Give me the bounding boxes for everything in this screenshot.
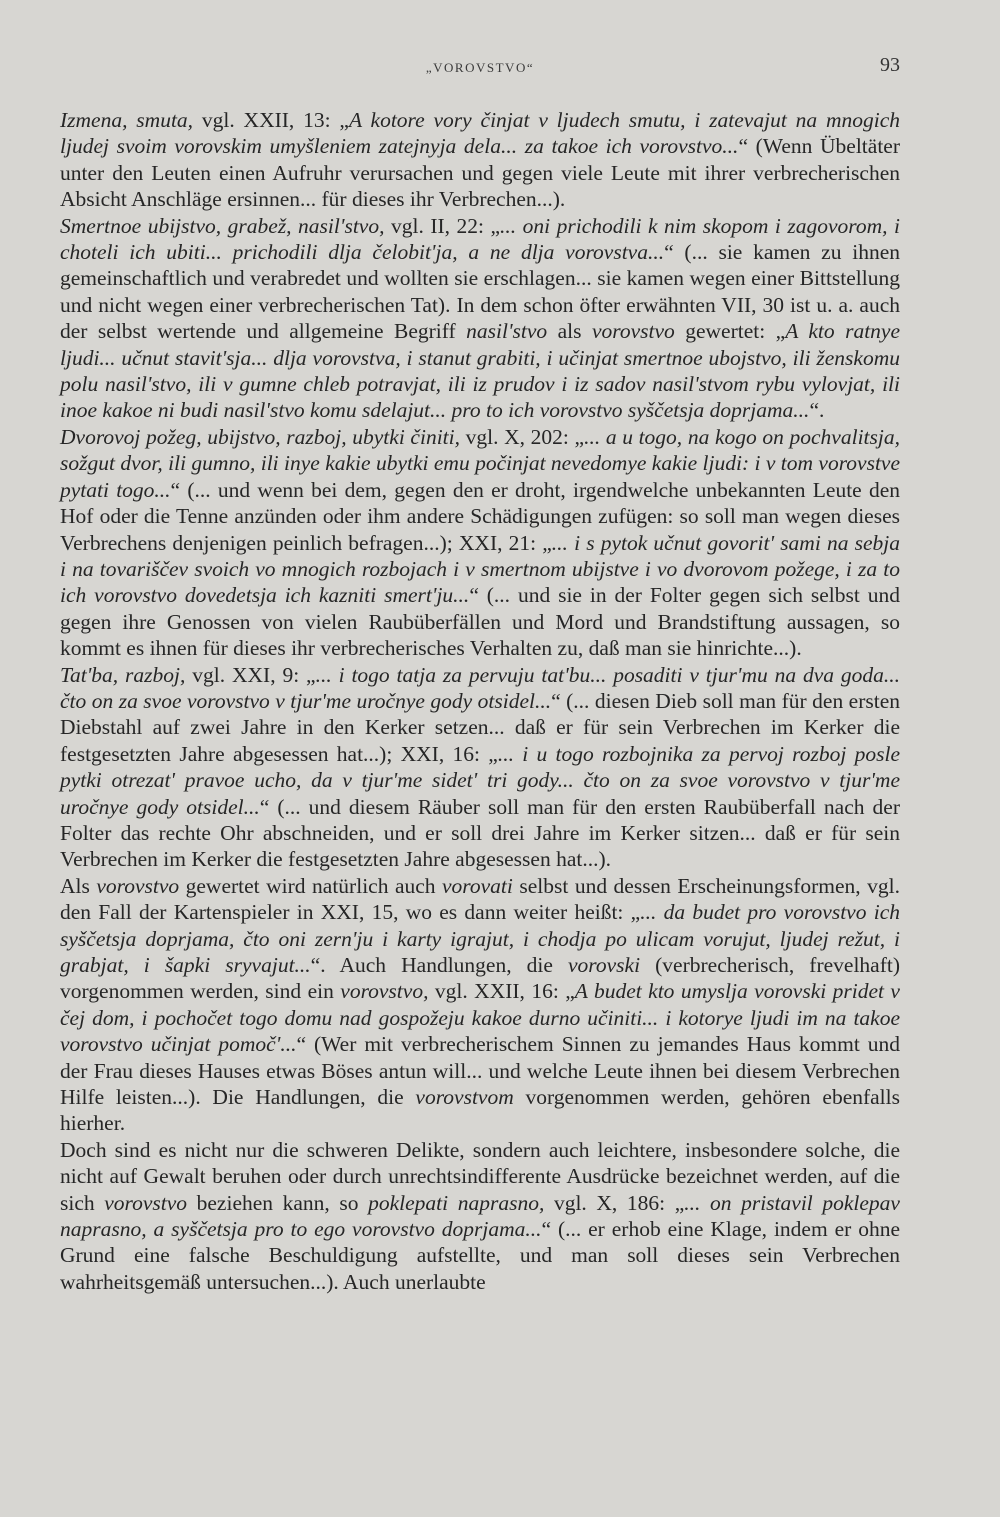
quote-text: ... da budet pro vorovstvo ich syščetsja doprjama, čto oni zern'ju i karty igrajut, i chodja po ulicam vorujut, ljudej režut, i grabjat, i šapki sryvajut...: [60, 900, 900, 977]
running-title: „VOROVSTVO“: [425, 60, 535, 75]
quote-text: Izmena, smuta,: [60, 108, 194, 132]
quote-text: poklepati naprasno,: [368, 1190, 545, 1215]
quote-text: A budet kto umyslja vorovski pridet v čej dom, i pochočet togo domu nad gospožeju kakoe durno učiniti... i kotorye ljudi im na takoe vorovstvo učinjat pomoč'...: [60, 979, 900, 1057]
quote-text: vorovati: [442, 873, 513, 898]
body-run: gewertet: „: [674, 319, 786, 344]
paragraph-dvorovoj: [60, 424, 900, 662]
paragraph-izmena: [60, 107, 900, 213]
quote-text: vorovstvo: [591, 319, 675, 344]
body-run: vgl. X, 202: „: [460, 424, 585, 449]
page-number: 93: [880, 54, 900, 76]
paragraph-tatba: [60, 662, 900, 873]
page-header: [60, 54, 900, 84]
body-run: vgl. XXII, 13: „: [193, 108, 349, 132]
paragraph-smertnoe: [60, 213, 900, 424]
quote-text: vorovstvom: [415, 1085, 514, 1110]
body-run: Als: [60, 873, 97, 898]
body-run: “ (... und wenn bei dem, gegen den er droht, irgendwelche unbekannten Leute den Hof oder die Tenne anzünden oder ihm andere Schädigungen zufügen: so soll man wegen dieses Verbrechens denjenigen peinlich befragen...); XXI, 21: „: [60, 477, 900, 555]
quote-text: ... on pristavil poklepav naprasno, a syščetsja pro to ego vorovstvo doprjama...: [60, 1190, 900, 1242]
body-run: Doch sind es nicht nur die schweren Delikte, sondern auch leichtere, insbesondere solche, die nicht auf Gewalt beruhen oder durch unrechtsindifferente Ausdrücke bezeichnet werden, auf die sich: [60, 1137, 900, 1215]
body-run: vgl. XXI, 9: „: [185, 662, 316, 687]
quote-text: Smertnoe ubijstvo, grabež, nasil'stvo,: [60, 213, 385, 238]
body-run: vgl. XXII, 16: „: [428, 979, 575, 1004]
body-run: “ (... er erhob eine Klage, indem er ohne Grund eine falsche Beschuldigung aufstellte, und man soll dieses sein Verbrechen wahrheitsgemäß untersuchen...). Auch unerlaubte: [60, 1217, 900, 1294]
quote-text: vorovstvo: [104, 1190, 188, 1215]
body-run: beziehen kann, so: [187, 1190, 369, 1215]
quote-text: ... i togo tatja za pervuju tat'bu... posaditi v tjur'mu na dva goda... čto on za svoe vorovstvo v tjur'me uročnye gody otsidel...: [60, 662, 901, 713]
body-run: vgl. II, 22: „: [384, 213, 501, 238]
quote-text: nasil'stvo: [466, 319, 548, 344]
body-run: (verbrecherisch, frevelhaft) vorgenommen werden, sind ein: [60, 953, 900, 1004]
body-run: vgl. X, 186: „: [544, 1190, 685, 1215]
body-run: “ (... und sie in der Folter gegen sich selbst und gegen ihre Genossen von vielen Raubüberfällen und Mord und Brandstiftung aussagen, so kommt es ihnen für dieses ihr verbrecherisches Verhalten zu, daß man sie hinrichte...).: [60, 583, 900, 661]
quote-text: vorovstvo: [96, 873, 180, 898]
quote-text: ... oni prichodili k nim skopom i zagovorom, i choteli ich ubiti... prichodili dlja čelobit'ja, a ne dlja vorovstva...: [60, 213, 900, 265]
quote-text: Tat'ba, razboj,: [60, 662, 186, 687]
quote-text: A kto ratnye ljudi... učnut stavit'sja... dlja vorovstva, i stanut grabiti, i učinjat smertnoe ubojstvo, ili ženskomu polu nasil'stvo, ili v gumne chleb potravjat, ili iz prudov i iz sadov nasil'stvom rybu vylovjat, ili inoe kakoe ni budi nasil'stvo komu sdelajut... pro to ich vorovstvo syščetsja doprjama...: [60, 319, 901, 423]
body-run: “ (... diesen Dieb soll man für den ersten Diebstahl auf zwei Jahre in den Kerker setzen... daß er für sein Verbrechen im Kerker die festgesetzten Jahre abgesessen hat...); XXI, 16: „: [60, 688, 900, 766]
body-run: als: [547, 319, 592, 344]
body-run: “.: [809, 398, 825, 423]
body-run: “ (... und diesem Räuber soll man für den ersten Raubüberfall nach der Folter das rechte Ohr abschneiden, und er soll drei Jahre im Kerker sitzen... daß er für sein Verbrechen im Kerker die festgesetzten Jahre abgesessen hat...).: [60, 794, 900, 872]
body-run: “ (Wenn Übeltäter unter den Leuten einen Aufruhr verursachen und gegen viele Leute mit ihrer verbrecherischen Absicht Anschläge ersinnen... für dieses ihr Verbrechen...).: [60, 134, 900, 212]
body-run: “ (Wer mit verbrecherischem Sinnen zu jemandes Haus kommt und der Frau dieses Hauses etwas Böses antun will... und welche Leute ihnen bei diesem Verbrechen Hilfe leisten...). Die Handlungen, die: [60, 1032, 901, 1110]
quote-text: Dvorovoj požeg, ubijstvo, razboj, ubytki činiti,: [60, 424, 460, 449]
body-run: “ (... sie kamen zu ihnen gemeinschaftlich und verabredet und wollten sie erschlagen... sie kamen wegen einer Bittstellung und nicht wegen einer verbrecherischen Tat). In dem schon öfter erwähnten VII, 30 ist u. a. auch der selbst wertende und allgemeine Begriff: [60, 240, 901, 344]
body-run: gewertet wird natürlich auch: [179, 873, 443, 898]
quote-text: ... i u togo rozbojnika za pervoj rozboj posle pytki otrezat' pravoe ucho, da v tjur'me sidet' tri gody... čto on za svoe vorovstvo v tjur'me uročnye gody otsidel...: [60, 741, 900, 819]
paragraph-vorovati: [60, 873, 900, 1137]
quote-text: A kotore vory činjat v ljudech smutu, i zatevajut na mnogich ljudej svoim vorovskim umyšleniem zatejnyja dela... za takoe ich vorovstvo...: [60, 108, 900, 159]
paragraph-leichtere: [60, 1137, 900, 1295]
body-run: vorgenommen werden, gehören ebenfalls hierher.: [60, 1085, 900, 1136]
body-run: selbst und dessen Erscheinungsformen, vgl. den Fall der Kartenspieler in XXI, 15, wo es dann weiter heißt: „: [60, 873, 900, 925]
quote-text: vorovstvo,: [340, 979, 429, 1004]
quote-text: vorovski: [568, 953, 641, 977]
quote-text: ... a u togo, na kogo on pochvalitsja, sožgut dvor, ili gumno, ili inye kakie ubytki emu počinjat nevedomye kakie ljudi: i v tom vorovstve pytati togo...: [60, 424, 900, 502]
body-text: [60, 107, 900, 1295]
quote-text: ... i s pytok učnut govorit' sami na sebja i na tovariščev svoich vo mnogich rozbojach i v smertnom ubijstve i vo dvorovom požege, i za to ich vorovstvo dovedetsja ich kazniti smert'ju...: [60, 530, 900, 608]
body-run: “. Auch Handlungen, die: [310, 953, 569, 977]
